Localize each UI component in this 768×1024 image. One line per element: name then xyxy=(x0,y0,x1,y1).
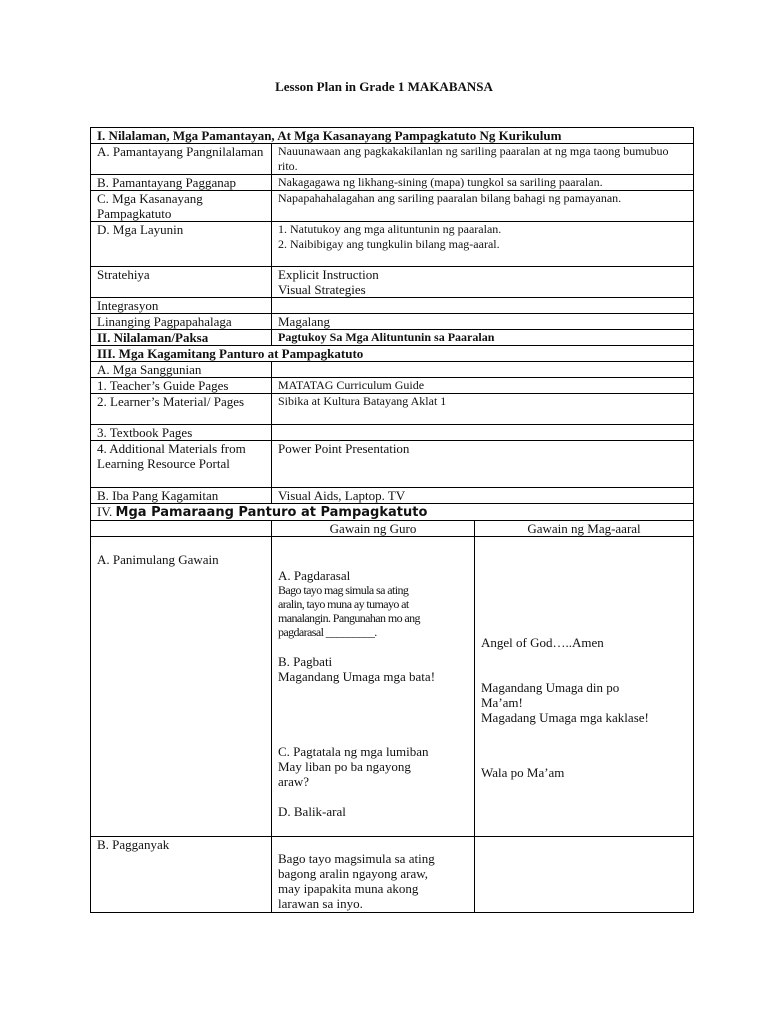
pagganyak-line: Bago tayo magsimula sa ating xyxy=(278,851,435,866)
lesson-plan-table xyxy=(90,127,694,913)
column-header-magaaral: Gawain ng Mag-aaral xyxy=(475,521,694,537)
table-row xyxy=(91,394,694,425)
layunin-item: 1. Natutukoy ang mga alituntunin ng paaralan. xyxy=(278,222,502,236)
pagpapahalaga-value: Magalang xyxy=(272,314,694,330)
layunin-label: D. Mga Layunin xyxy=(91,222,272,267)
table-row xyxy=(91,314,694,330)
paksa-value: Pagtukoy Sa Mga Alituntunin sa Paaralan xyxy=(272,330,694,346)
balikaral-title: D. Balik-aral xyxy=(278,804,346,819)
panimula-row xyxy=(91,537,694,837)
layunin-list xyxy=(272,222,694,267)
row-label: B. Pamantayang Pagganap xyxy=(91,175,272,191)
page-title: Lesson Plan in Grade 1 MAKABANSA xyxy=(275,79,493,94)
row-label: 4. Additional Materials from Learning Resource Portal xyxy=(91,441,272,488)
row-value: Sibika at Kultura Batayang Aklat 1 xyxy=(272,394,694,425)
section-3-heading: III. Mga Kagamitang Panturo at Pampagkatuto xyxy=(91,346,694,362)
panimula-guro-cell xyxy=(272,537,475,837)
sanggunian-label: A. Mga Sanggunian xyxy=(91,362,272,378)
section-4-title: Mga Pamaraang Panturo at Pampagkatuto xyxy=(115,505,428,520)
pagganyak-row xyxy=(91,837,694,913)
pagdarasal-line: pagdarasal _________. xyxy=(278,625,377,639)
panimula-label: A. Panimulang Gawain xyxy=(91,537,272,837)
pagganyak-guro-cell xyxy=(272,837,475,913)
pagganyak-magaaral-cell xyxy=(475,837,694,913)
section-1-row xyxy=(91,128,694,144)
section-4-row xyxy=(91,504,694,521)
column-header-empty xyxy=(91,521,272,537)
pagtatala-line: araw? xyxy=(278,774,310,789)
row-value: Napapahahalagahan ang sariling paaralan bilang bahagi ng pamayanan. xyxy=(272,191,694,222)
row-label: 3. Textbook Pages xyxy=(91,425,272,441)
strat-list xyxy=(272,267,694,298)
row-label: B. Iba Pang Kagamitan xyxy=(91,488,272,504)
section-2-row xyxy=(91,330,694,346)
strat-item: Explicit Instruction xyxy=(278,267,379,282)
section-4-prefix: IV. xyxy=(97,504,113,519)
column-header-row xyxy=(91,521,694,537)
table-row xyxy=(91,144,694,175)
row-value: Visual Aids, Laptop. TV xyxy=(272,488,694,504)
section-4-heading xyxy=(91,504,694,521)
row-label: A. Pamantayang Pangnilalaman xyxy=(91,144,272,175)
pagdarasal-line: aralin, tayo muna ay tumayo at xyxy=(278,597,409,611)
row-label: 1. Teacher’s Guide Pages xyxy=(91,378,272,394)
table-row xyxy=(91,362,694,378)
section-1-heading: I. Nilalaman, Mga Pamantayan, At Mga Kasanayang Pampagkatuto Ng Kurikulum xyxy=(91,128,694,144)
section-3-row xyxy=(91,346,694,362)
table-row xyxy=(91,425,694,441)
pagganyak-line: may ipapakita muna akong xyxy=(278,881,419,896)
pagtatala-title: C. Pagtatala ng mga lumiban xyxy=(278,744,429,759)
pagganyak-line: bagong aralin ngayong araw, xyxy=(278,866,429,881)
table-row xyxy=(91,378,694,394)
strat-label: Stratehiya xyxy=(91,267,272,298)
row-label: 2. Learner’s Material/ Pages xyxy=(91,394,272,425)
student-prayer: Angel of God…..Amen xyxy=(481,635,604,650)
student-absent: Wala po Ma’am xyxy=(481,765,565,780)
pagganyak-line: larawan sa inyo. xyxy=(278,896,363,911)
row-value: Nauunawaan ang pagkakakilanlan ng sariling paaralan at ng mga taong bumubuo rito. xyxy=(272,144,694,175)
pagdarasal-line: manalangin. Pangunahan mo ang xyxy=(278,611,420,625)
table-row xyxy=(91,488,694,504)
pagbati-text: Magandang Umaga mga bata! xyxy=(278,669,436,684)
table-row xyxy=(91,222,694,267)
strat-item: Visual Strategies xyxy=(278,282,366,297)
row-value xyxy=(272,425,694,441)
table-row xyxy=(91,441,694,488)
row-value: MATATAG Curriculum Guide xyxy=(272,378,694,394)
row-value: Nakagagawa ng likhang-sining (mapa) tungkol sa sariling paaralan. xyxy=(272,175,694,191)
table-row xyxy=(91,267,694,298)
layunin-item: 2. Naibibigay ang tungkulin bilang mag-aaral. xyxy=(278,237,500,251)
student-greet-line: Magadang Umaga mga kaklase! xyxy=(481,710,649,725)
sanggunian-value xyxy=(272,362,694,378)
section-2-heading: II. Nilalaman/Paksa xyxy=(91,330,272,346)
integrasyon-value xyxy=(272,298,694,314)
table-row xyxy=(91,191,694,222)
row-value: Power Point Presentation xyxy=(272,441,694,488)
row-label: C. Mga Kasanayang Pampagkatuto xyxy=(91,191,272,222)
pagdarasal-title: A. Pagdarasal xyxy=(278,568,351,583)
panimula-magaaral-cell xyxy=(475,537,694,837)
student-greet-line: Ma’am! xyxy=(481,695,523,710)
table-row xyxy=(91,298,694,314)
pagganyak-label: B. Pagganyak xyxy=(91,837,272,913)
student-greet-line: Magandang Umaga din po xyxy=(481,680,620,695)
table-row xyxy=(91,175,694,191)
column-header-guro: Gawain ng Guro xyxy=(272,521,475,537)
pagdarasal-line: Bago tayo mag simula sa ating xyxy=(278,583,409,597)
pagpapahalaga-label: Linanging Pagpapahalaga xyxy=(91,314,272,330)
integrasyon-label: Integrasyon xyxy=(91,298,272,314)
pagtatala-line: May liban po ba ngayong xyxy=(278,759,411,774)
pagbati-title: B. Pagbati xyxy=(278,654,333,669)
